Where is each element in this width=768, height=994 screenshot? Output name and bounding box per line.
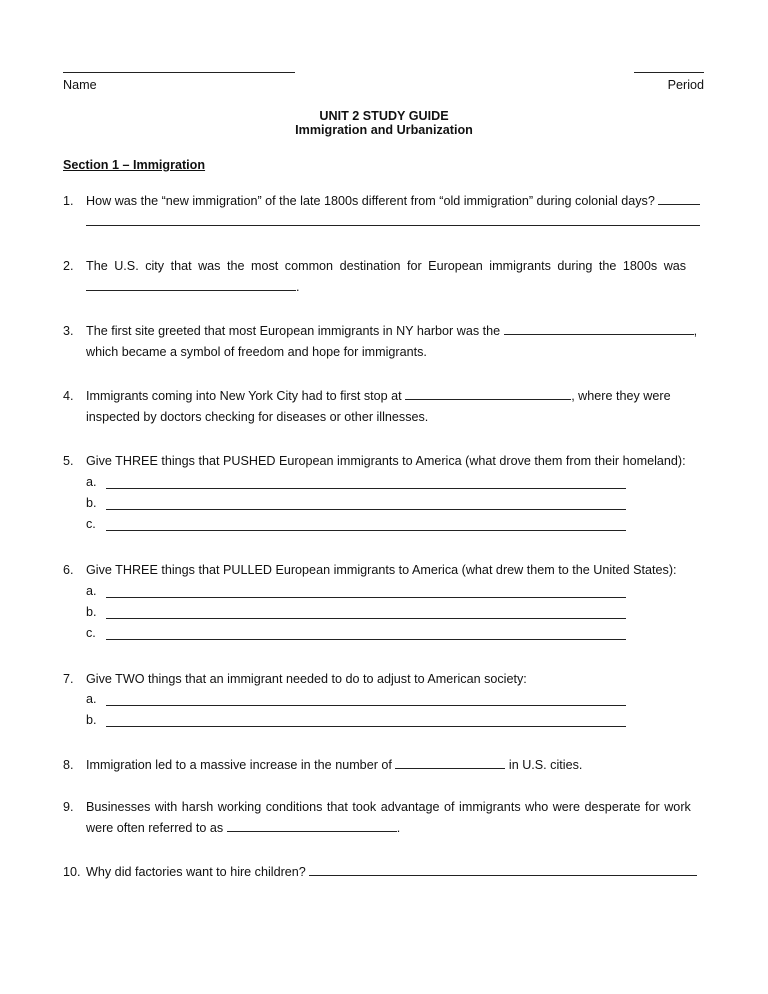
question-5 xyxy=(63,451,705,472)
answer-blank[interactable] xyxy=(395,756,505,769)
item-label: c. xyxy=(86,626,96,640)
question-text-tail: , where they were xyxy=(571,389,671,403)
answer-blank[interactable] xyxy=(106,499,626,510)
question-number: 4. xyxy=(63,389,74,403)
question-text: Give TWO things that an immigrant needed to do to adjust to American society: xyxy=(86,672,527,686)
question-6 xyxy=(63,560,705,581)
punctuation: . xyxy=(296,280,300,294)
answer-blank[interactable] xyxy=(658,192,700,205)
item-label: a. xyxy=(86,584,97,598)
answer-blank[interactable] xyxy=(106,520,626,531)
answer-blank[interactable] xyxy=(405,387,571,400)
period-blank[interactable] xyxy=(634,62,704,73)
question-10 xyxy=(63,862,705,883)
question-text-continued: which became a symbol of freedom and hope for immigrants. xyxy=(86,345,427,359)
question-text: Immigration led to a massive increase in the number of xyxy=(86,758,392,772)
section-heading: Section 1 – Immigration xyxy=(63,158,206,172)
answer-blank[interactable] xyxy=(86,213,700,226)
question-8 xyxy=(63,755,705,776)
question-text-tail: in U.S. cities. xyxy=(508,758,583,772)
question-1 xyxy=(63,191,705,233)
question-number: 10. xyxy=(63,865,81,879)
answer-blank[interactable] xyxy=(86,278,296,291)
question-text: Give THREE things that PUSHED European immigrants to America (what drove them from their homeland): xyxy=(86,454,686,468)
item-label: c. xyxy=(86,517,96,531)
question-9 xyxy=(63,797,705,839)
question-number: 1. xyxy=(63,194,74,208)
question-text: The first site greeted that most European immigrants in NY harbor was the xyxy=(86,324,501,338)
question-number: 2. xyxy=(63,259,74,273)
question-3 xyxy=(63,321,705,363)
punctuation: , xyxy=(693,324,698,338)
answer-blank[interactable] xyxy=(106,716,626,727)
answer-blank[interactable] xyxy=(106,629,626,640)
page-subtitle: Immigration and Urbanization xyxy=(295,123,473,137)
question-7 xyxy=(63,669,705,690)
question-text: Businesses with harsh working conditions that took advantage of immigrants who were desperate for work xyxy=(86,800,691,814)
question-4 xyxy=(63,386,705,428)
name-label: Name xyxy=(63,78,97,92)
answer-blank[interactable] xyxy=(504,322,694,335)
answer-blank[interactable] xyxy=(309,863,697,876)
item-label: a. xyxy=(86,475,97,489)
question-number: 7. xyxy=(63,672,74,686)
question-text: Why did factories want to hire children? xyxy=(86,865,306,879)
item-label: a. xyxy=(86,692,97,706)
question-text: How was the “new immigration” of the late 1800s different from “old immigration” during colonial days? xyxy=(86,194,655,208)
period-label: Period xyxy=(667,78,704,92)
item-label: b. xyxy=(86,605,97,619)
question-text-continued: were often referred to as xyxy=(86,821,224,835)
question-number: 8. xyxy=(63,758,74,772)
name-blank[interactable] xyxy=(63,62,295,73)
question-number: 3. xyxy=(63,324,74,338)
question-text: The U.S. city that was the most common destination for European immigrants during the 1800s was xyxy=(86,259,687,273)
item-label: b. xyxy=(86,496,97,510)
question-number: 9. xyxy=(63,800,74,814)
question-text: Immigrants coming into New York City had to first stop at xyxy=(86,389,402,403)
question-2 xyxy=(63,256,705,298)
punctuation: . xyxy=(396,821,401,835)
answer-blank[interactable] xyxy=(106,587,626,598)
answer-blank[interactable] xyxy=(106,478,626,489)
question-text-continued: inspected by doctors checking for diseases or other illnesses. xyxy=(86,410,429,424)
answer-blank[interactable] xyxy=(227,819,397,832)
question-number: 6. xyxy=(63,563,74,577)
answer-blank[interactable] xyxy=(106,695,626,706)
item-label: b. xyxy=(86,713,97,727)
question-number: 5. xyxy=(63,454,74,468)
question-text: Give THREE things that PULLED European immigrants to America (what drew them to the United States): xyxy=(86,563,677,577)
answer-blank[interactable] xyxy=(106,608,626,619)
page-title: UNIT 2 STUDY GUIDE xyxy=(319,109,449,123)
